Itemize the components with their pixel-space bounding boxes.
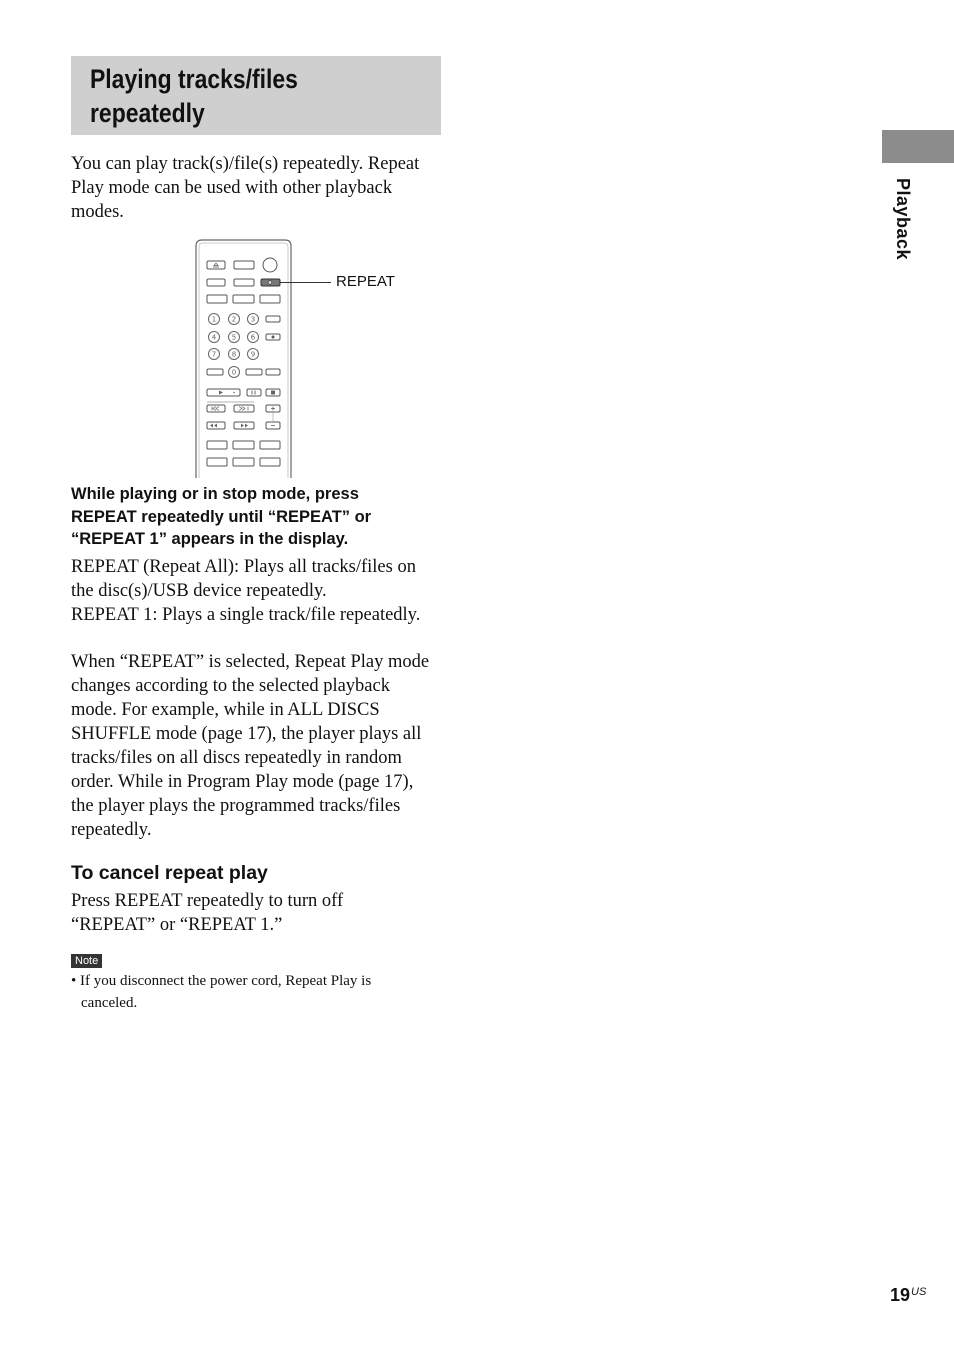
explanation-line: the player plays the programmed tracks/files [71, 796, 401, 816]
remote-button [233, 295, 254, 303]
remote-button [207, 295, 227, 303]
number-key-label: 2 [231, 315, 237, 324]
remote-button [207, 441, 227, 449]
explanation-line: repeatedly. [71, 820, 152, 840]
remote-button [233, 458, 254, 466]
eject-icon [213, 263, 219, 267]
intro-paragraph [71, 152, 443, 224]
modes-line: the disc(s)/USB device repeatedly. [71, 581, 327, 601]
number-key-label: 9 [250, 350, 256, 359]
explanation-line: order. While in Program Play mode (page 17), [71, 772, 414, 792]
repeat-callout-label: REPEAT [336, 273, 395, 290]
page-title [90, 62, 379, 130]
side-tab-label: Playback [893, 178, 913, 261]
page-number-suffix: US [911, 1286, 927, 1298]
number-key-label: 6 [250, 333, 256, 342]
section-title-box [71, 56, 441, 135]
remote-button [260, 441, 280, 449]
instruction-line: REPEAT repeatedly until “REPEAT” or [71, 507, 372, 526]
number-key-label: 4 [211, 333, 217, 342]
remote-button [260, 458, 280, 466]
remote-button [234, 261, 254, 269]
intro-line: You can play track(s)/file(s) repeatedly. Repeat [71, 154, 420, 174]
remote-button [207, 279, 225, 286]
cancel-heading: To cancel repeat play [71, 862, 268, 884]
side-tab-marker [882, 130, 954, 163]
modes-line: REPEAT (Repeat All): Plays all tracks/files on [71, 557, 416, 577]
fast-forward-icon [241, 424, 248, 428]
page-title-line: Playing tracks/files [90, 64, 298, 94]
remote-button [233, 441, 254, 449]
instruction-line: “REPEAT 1” appears in the display. [71, 530, 349, 548]
explanation-line: mode. For example, while in ALL DISCS [71, 700, 380, 720]
page-number [890, 1281, 926, 1306]
skip-forward-icon [239, 407, 248, 411]
rewind-icon [210, 424, 217, 428]
pause-icon [252, 391, 255, 395]
explanation-line: SHUFFLE mode (page 17), the player plays all [71, 724, 422, 744]
play-button-dot [233, 392, 235, 394]
repeat-button-dot [268, 281, 272, 285]
number-key-label: 3 [250, 315, 256, 324]
note-line: • If you disconnect the power cord, Repeat Play is [71, 973, 372, 989]
explanation-line: changes according to the selected playback [71, 676, 390, 696]
cancel-line: Press REPEAT repeatedly to turn off [71, 891, 344, 911]
play-button [207, 389, 240, 396]
skip-back-icon [212, 407, 219, 411]
remote-button [207, 261, 225, 269]
remote-button [234, 279, 254, 286]
explanation-paragraph [71, 650, 443, 842]
remote-button [266, 369, 280, 375]
note-line: canceled. [81, 995, 138, 1011]
intro-line: modes. [71, 202, 124, 222]
remote-button-dot [272, 336, 274, 338]
remote-button [260, 295, 280, 303]
next-track-button [234, 405, 254, 412]
instruction-step [71, 483, 443, 551]
page-number-value: 19 [890, 1285, 911, 1305]
explanation-line: When “REPEAT” is selected, Repeat Play mode [71, 652, 430, 672]
cancel-line: “REPEAT” or “REPEAT 1.” [71, 915, 283, 935]
remote-button [207, 369, 223, 375]
page-title-line: repeatedly [90, 98, 205, 128]
pause-button [247, 389, 261, 396]
note-text [71, 970, 431, 1014]
number-key-label: 1 [211, 315, 217, 324]
number-key-label: 7 [211, 350, 217, 359]
remote-button [207, 458, 227, 466]
remote-button [246, 369, 262, 375]
intro-line: Play mode can be used with other playback [71, 178, 393, 198]
explanation-line: tracks/files on all discs repeatedly in random [71, 748, 402, 768]
remote-body-inner [199, 243, 288, 478]
stop-icon [271, 391, 275, 395]
remote-body [196, 240, 291, 478]
number-key-label: 0 [231, 368, 237, 377]
note-label: Note [71, 954, 102, 968]
cancel-paragraph [71, 889, 443, 937]
instruction-line: While playing or in stop mode, press [71, 485, 359, 503]
remote-button [266, 316, 280, 322]
play-icon [219, 391, 223, 395]
modes-line: REPEAT 1: Plays a single track/file repeatedly. [71, 605, 421, 625]
number-key-label: 5 [231, 333, 237, 342]
number-key-label: 8 [231, 350, 237, 359]
power-button [263, 258, 277, 272]
plus-icon [271, 407, 275, 411]
modes-paragraph [71, 555, 443, 627]
